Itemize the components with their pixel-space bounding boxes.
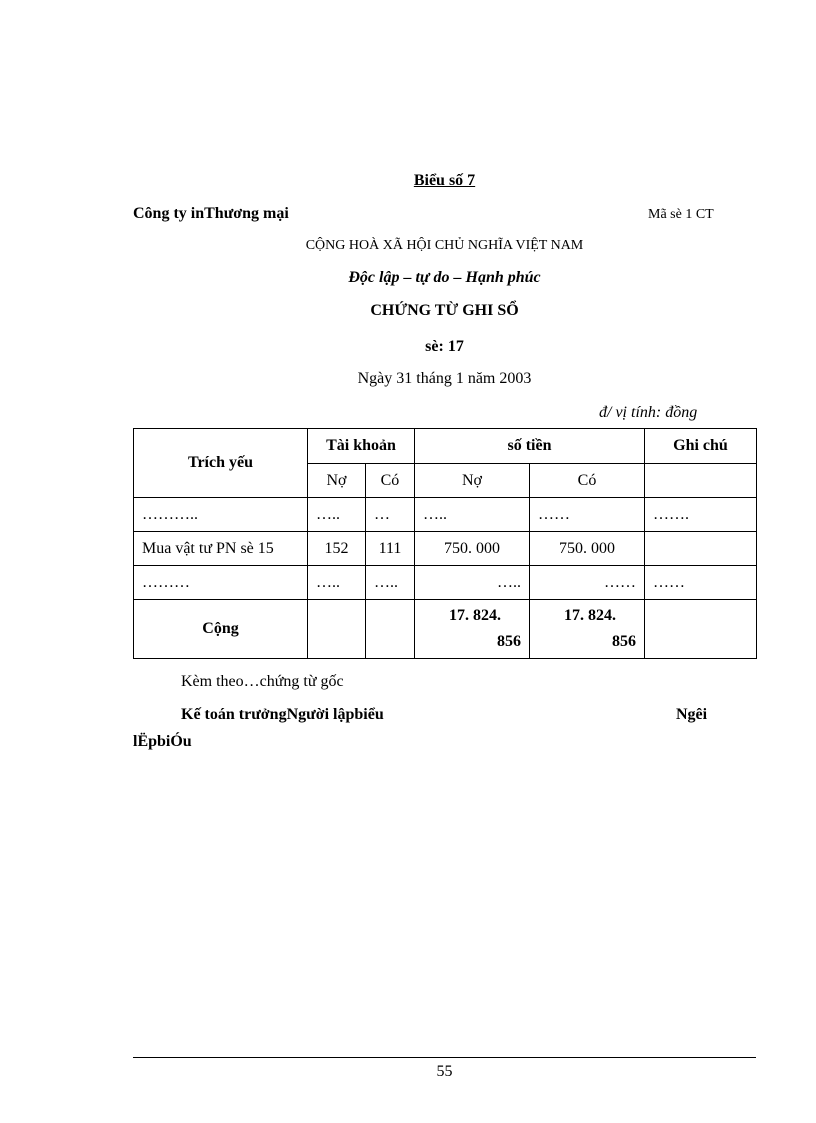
cell-note: …….: [644, 498, 756, 532]
header-note: Ghi chú: [644, 429, 756, 464]
header-summary: Trích yếu: [134, 429, 308, 498]
signature-labels: Kế toán trưởngNgười lậpbiểu: [181, 706, 384, 723]
header-account-debit: Nợ: [307, 464, 365, 498]
cell-debit-account: …..: [307, 498, 365, 532]
cell-summary: ………..: [134, 498, 308, 532]
cell-note: ……: [644, 566, 756, 600]
total-credit-amount: [529, 600, 644, 659]
footer-divider: [133, 1057, 756, 1058]
total-credit-line1: 17. 824.: [563, 607, 616, 624]
table-row: [134, 566, 757, 600]
total-debit-line2: 856: [496, 633, 521, 650]
table-row: [134, 532, 757, 566]
header-amount-debit: Nợ: [414, 464, 529, 498]
form-number: Biểu số 7: [413, 172, 476, 189]
header-account: Tài khoản: [307, 429, 414, 464]
total-debit-account-empty: [307, 600, 365, 659]
cell-summary: Mua vật tư PN sè 15: [134, 532, 308, 566]
cell-debit-account: …..: [307, 566, 365, 600]
cell-note: [644, 532, 756, 566]
total-debit-amount: [414, 600, 529, 659]
table-row: [134, 498, 757, 532]
total-credit-line2: 856: [611, 633, 636, 650]
total-debit-line1: 17. 824.: [448, 607, 501, 624]
ledger-table: [133, 428, 757, 659]
cell-debit-amount: 750. 000: [414, 532, 529, 566]
total-label: Cộng: [134, 600, 308, 659]
cell-credit-account: …..: [365, 566, 414, 600]
company-name: Công ty inThương mại: [133, 205, 289, 222]
cell-credit-account: …: [365, 498, 414, 532]
document-number: sè: 17: [425, 338, 464, 355]
form-code: Mã sè 1 CT: [648, 207, 714, 222]
header-amount-credit: Có: [529, 464, 644, 498]
unit-label: đ/ vị tính: đồng: [599, 404, 698, 421]
table-header-row: [134, 429, 757, 464]
cell-debit-amount: …..: [414, 498, 529, 532]
national-title: CỘNG HOÀ XÃ HỘI CHỦ NGHĨA VIỆT NAM: [305, 238, 584, 253]
cell-credit-amount: 750. 000: [529, 532, 644, 566]
cell-debit-account: 152: [307, 532, 365, 566]
document-date: Ngày 31 tháng 1 năm 2003: [357, 370, 532, 387]
motto: Độc lập – tự do – Hạnh phúc: [348, 269, 541, 286]
cell-credit-amount: ……: [529, 566, 644, 600]
attached-documents: Kèm theo…chứng từ gốc: [181, 673, 344, 690]
cell-summary: ………: [134, 566, 308, 600]
table-total-row: [134, 600, 757, 659]
signature-wrap: lËpbiÓu: [133, 733, 192, 750]
signature-right: Ngêi: [676, 706, 708, 723]
cell-debit-amount: …..: [414, 566, 529, 600]
total-note-empty: [644, 600, 756, 659]
header-account-credit: Có: [365, 464, 414, 498]
header-amount: số tiền: [414, 429, 644, 464]
cell-credit-account: 111: [365, 532, 414, 566]
total-credit-account-empty: [365, 600, 414, 659]
header-note-empty: [644, 464, 756, 498]
cell-credit-amount: ……: [529, 498, 644, 532]
document-title: CHỨNG TỪ GHI SỔ: [370, 302, 519, 319]
page-number: 55: [436, 1063, 453, 1080]
